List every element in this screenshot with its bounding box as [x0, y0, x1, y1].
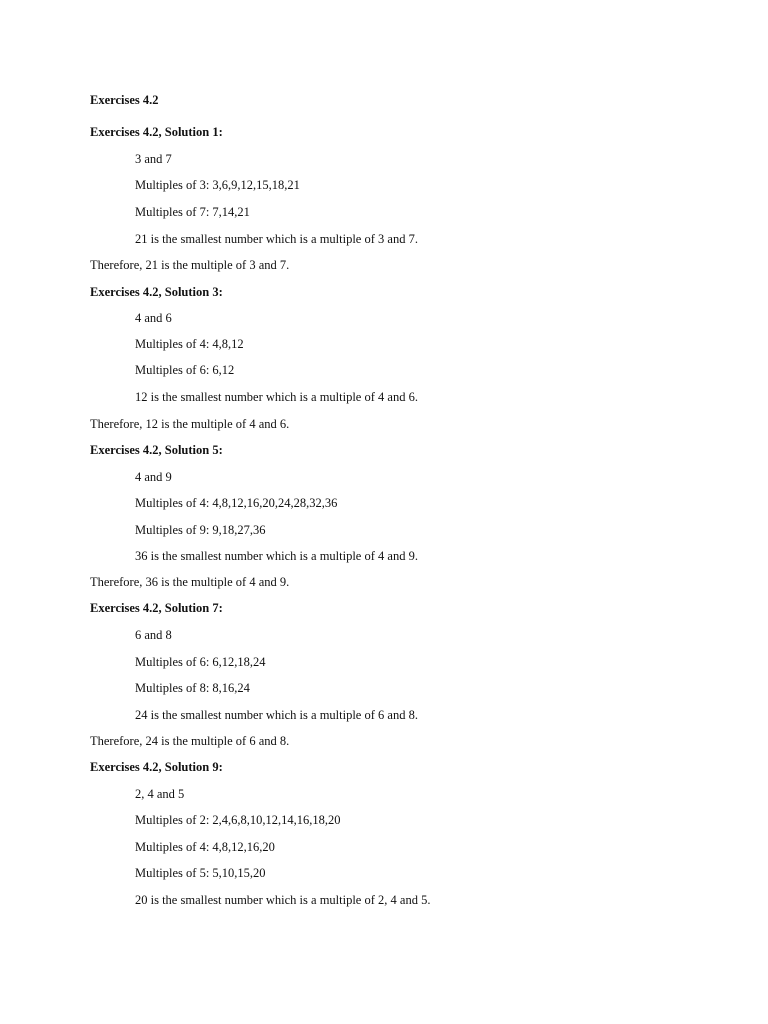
solution-heading: Exercises 4.2, Solution 3: [90, 285, 223, 299]
conclusion: Therefore, 36 is the multiple of 4 and 9. [90, 575, 290, 589]
conclusion: Therefore, 21 is the multiple of 3 and 7. [90, 258, 290, 272]
smallest-multiple-statement: 36 is the smallest number which is a multiple of 4 and 9. [135, 549, 418, 563]
solution-heading: Exercises 4.2, Solution 9: [90, 760, 223, 774]
smallest-multiple-statement: 24 is the smallest number which is a multiple of 6 and 8. [135, 708, 418, 722]
conclusion: Therefore, 24 is the multiple of 6 and 8. [90, 734, 290, 748]
multiples-line: Multiples of 6: 6,12,18,24 [135, 655, 266, 669]
multiples-line: Multiples of 4: 4,8,12,16,20 [135, 840, 275, 854]
number-pair: 4 and 9 [135, 470, 172, 484]
multiples-line: Multiples of 5: 5,10,15,20 [135, 866, 266, 880]
smallest-multiple-statement: 21 is the smallest number which is a multiple of 3 and 7. [135, 232, 418, 246]
smallest-multiple-statement: 12 is the smallest number which is a multiple of 4 and 6. [135, 390, 418, 404]
multiples-line: Multiples of 9: 9,18,27,36 [135, 523, 266, 537]
multiples-line: Multiples of 7: 7,14,21 [135, 205, 250, 219]
smallest-multiple-statement: 20 is the smallest number which is a multiple of 2, 4 and 5. [135, 893, 431, 907]
number-pair: 2, 4 and 5 [135, 787, 185, 801]
multiples-line: Multiples of 6: 6,12 [135, 363, 235, 377]
multiples-line: Multiples of 8: 8,16,24 [135, 681, 250, 695]
page-title: Exercises 4.2 [90, 93, 159, 107]
multiples-line: Multiples of 4: 4,8,12 [135, 337, 244, 351]
solution-heading: Exercises 4.2, Solution 7: [90, 601, 223, 615]
multiples-line: Multiples of 4: 4,8,12,16,20,24,28,32,36 [135, 496, 338, 510]
multiples-line: Multiples of 2: 2,4,6,8,10,12,14,16,18,20 [135, 813, 341, 827]
number-pair: 6 and 8 [135, 628, 172, 642]
conclusion: Therefore, 12 is the multiple of 4 and 6. [90, 417, 290, 431]
number-pair: 3 and 7 [135, 152, 172, 166]
solution-heading: Exercises 4.2, Solution 5: [90, 443, 223, 457]
multiples-line: Multiples of 3: 3,6,9,12,15,18,21 [135, 178, 300, 192]
number-pair: 4 and 6 [135, 311, 172, 325]
solution-heading: Exercises 4.2, Solution 1: [90, 125, 223, 139]
